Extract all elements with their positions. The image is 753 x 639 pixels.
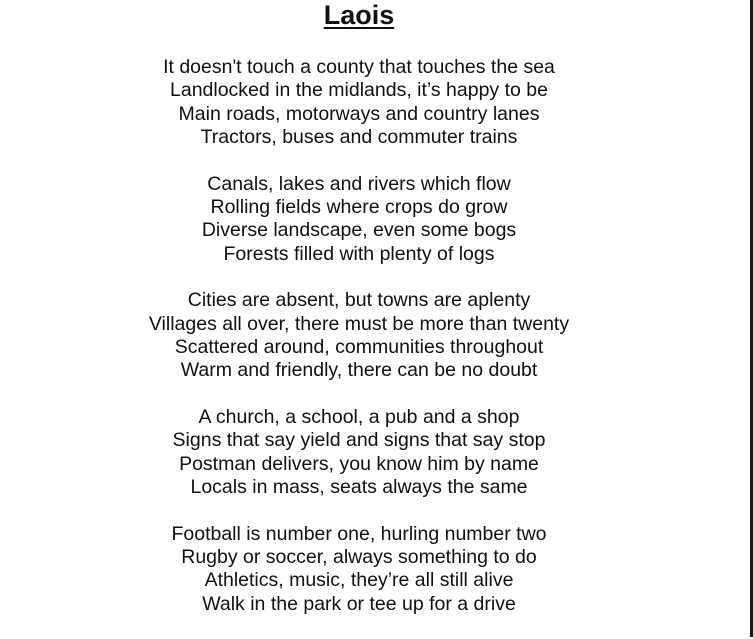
poem-line: Signs that say yield and signs that say stop [172,429,546,452]
stanza-4 [0,406,718,499]
poem-line: Tractors, buses and commuter trains [200,125,518,148]
poem-line: Rolling fields where crops do grow [210,195,508,218]
poem-line: Scattered around, communities throughout [174,335,544,358]
poem-line: Diverse landscape, even some bogs [201,219,517,242]
poem-line: Landlocked in the midlands, it’s happy to be [170,79,548,102]
poem-line: It doesn't touch a county that touches the sea [163,56,555,78]
poem-line: Football is number one, hurling number two [171,522,547,545]
poem-line: Cities are absent, but towns are aplenty [187,289,531,312]
poem-title: Laois [323,0,395,30]
poem-line: A church, a school, a pub and a shop [198,406,520,429]
poem-line: Locals in mass, seats always the same [190,475,528,498]
poem-line: Postman delivers, you know him by name [179,452,539,475]
poem-line: Rugby or soccer, always something to do [181,546,537,569]
stanza-2 [0,173,718,266]
stanza-5 [0,523,718,616]
stanza-1 [0,56,718,149]
poem-line: Athletics, music, they’re all still alive [204,569,514,592]
poem-line: Forests filled with plenty of logs [223,242,495,265]
stanza-3 [0,289,718,382]
poem-line: Main roads, motorways and country lanes [178,102,540,125]
poem-body [0,56,718,639]
poem-line: Villages all over, there must be more than twenty [148,312,570,335]
poem-line: Warm and friendly, there can be no doubt [180,359,538,382]
poem-line: Canals, lakes and rivers which flow [207,172,511,195]
poem-line: Walk in the park or tee up for a drive [202,592,516,615]
